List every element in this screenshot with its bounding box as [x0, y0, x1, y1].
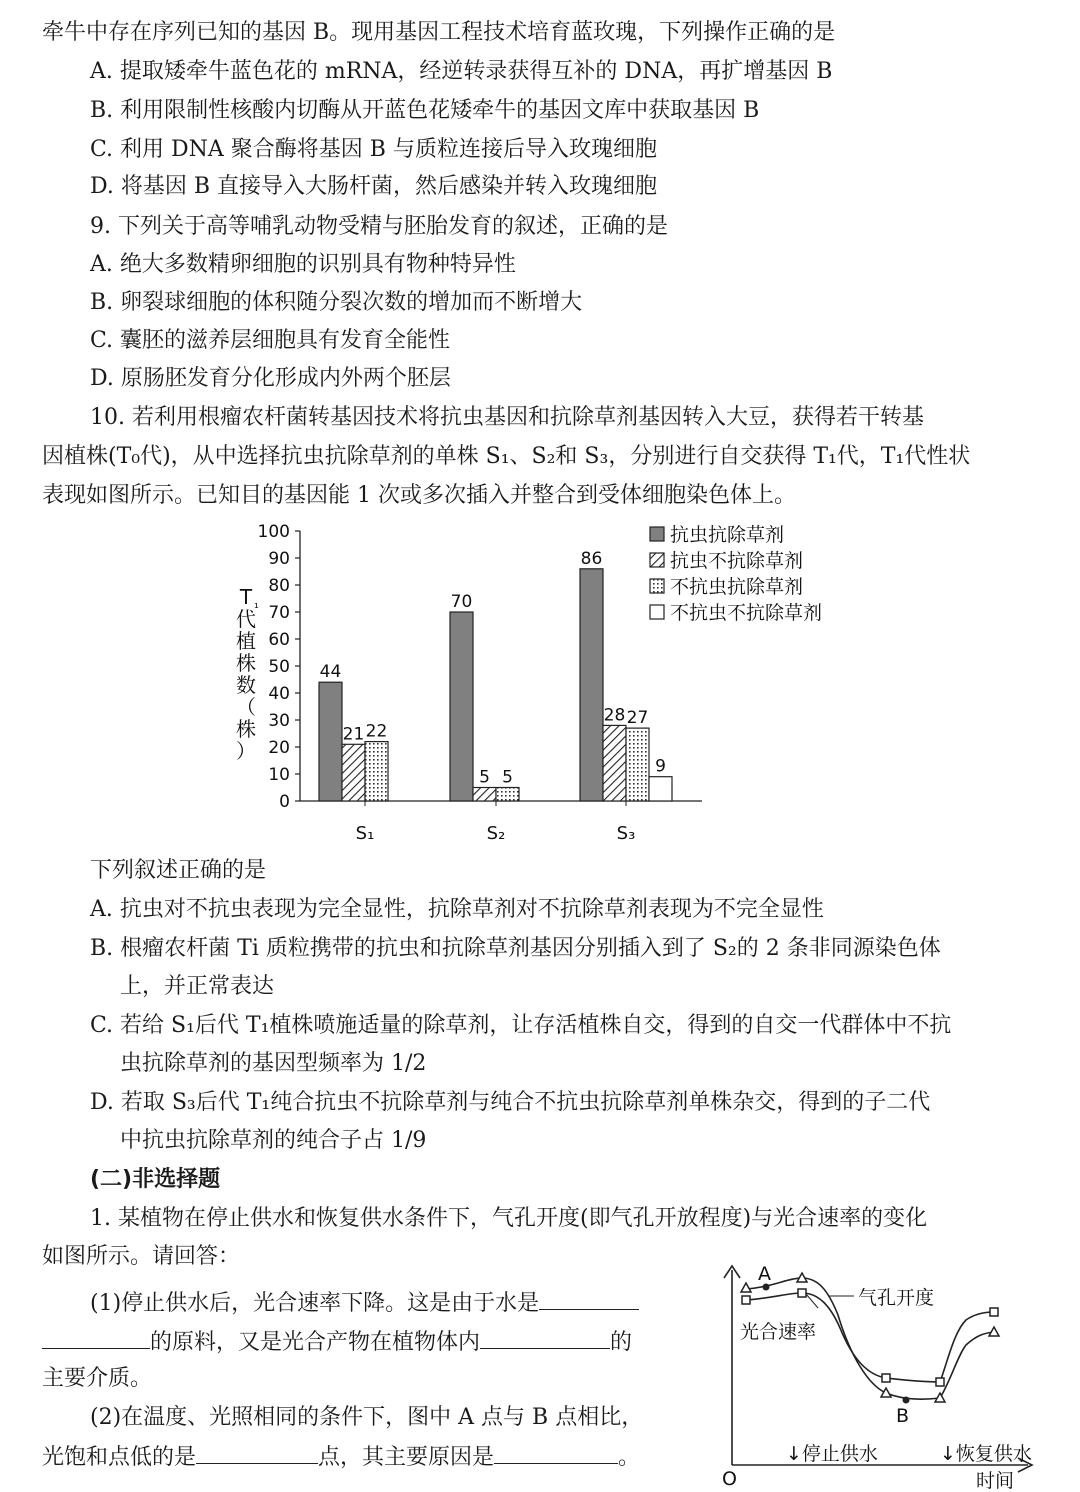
category-label: S₁: [355, 823, 375, 844]
legend-label: 抗虫不抗除草剂: [670, 550, 804, 572]
y-tick-label: 30: [268, 711, 290, 731]
bar: [603, 725, 626, 801]
bar: [342, 744, 365, 801]
q9-stem: 9. 下列关于高等哺乳动物受精与胚胎发育的叙述，正确的是: [90, 214, 668, 239]
triangle-marker: [935, 1393, 945, 1402]
q8-option-d: D. 将基因 B 直接导入大肠杆菌，然后感染并转入玫瑰细胞: [90, 174, 657, 199]
q8-option-b: B. 利用限制性核酸内切酶从开蓝色花矮牵牛的基因文库中获取基因 B: [90, 98, 760, 123]
s2-p2b-end: 。: [618, 1445, 641, 1470]
point-b-marker: [903, 1397, 910, 1404]
y-tick-label: 90: [268, 549, 290, 569]
bar: [365, 742, 388, 801]
y-tick-label: 70: [268, 603, 290, 623]
category-label: S₂: [486, 823, 506, 844]
q10-stem-line-2: 因植株(T₀代)，从中选择抗虫抗除草剂的单株 S₁、S₂和 S₃，分别进行自交获得 T₁代，T₁代性状: [42, 444, 971, 469]
bar-value-label: 5: [502, 767, 513, 788]
square-marker: [936, 1378, 944, 1386]
legend-swatch: [650, 605, 664, 619]
q8-option-c: C. 利用 DNA 聚合酶将基因 B 与质粒连接后导入玫瑰细胞: [90, 137, 657, 162]
square-marker: [798, 1289, 806, 1297]
legend-label: 不抗虫不抗除草剂: [670, 602, 823, 624]
q10-option-b-line-1: B. 根瘤农杆菌 Ti 质粒携带的抗虫和抗除草剂基因分别插入到了 S₂的 2 条非同源染色体: [90, 936, 941, 961]
bar: [580, 569, 603, 801]
s2-p1b-text: 的原料，又是光合产物在植物体内: [150, 1330, 481, 1355]
answer-blank-5[interactable]: [494, 1441, 618, 1464]
s2-p1-line-2: [42, 1326, 632, 1358]
q10-option-b-line-2: 上，并正常表达: [120, 974, 275, 999]
legend-swatch: [650, 579, 664, 593]
square-marker: [990, 1308, 998, 1316]
stomata-photosynthesis-figure: [718, 1260, 1038, 1490]
bar: [319, 682, 342, 801]
s2-q1-line-1: 1. 某植物在停止供水和恢复供水条件下，气孔开度(即气孔开放程度)与光合速率的变化: [90, 1206, 928, 1231]
s2-p1-line-3: 主要介质。: [42, 1366, 153, 1391]
q8-intro: 牵牛中存在序列已知的基因 B。现用基因工程技术培育蓝玫瑰，下列操作正确的是: [42, 20, 836, 45]
q10-option-d-line-2: 中抗虫抗除草剂的纯合子占 1/9: [120, 1128, 427, 1153]
triangle-marker: [741, 1283, 751, 1292]
legend-label: 抗虫抗除草剂: [670, 524, 785, 546]
bar: [450, 612, 473, 801]
y-axis-label-char: 代: [236, 607, 256, 631]
q10-option-a: A. 抗虫对不抗虫表现为完全显性，抗除草剂对不抗除草剂表现为不完全显性: [90, 897, 824, 922]
square-marker: [882, 1374, 890, 1382]
bar: [626, 728, 649, 801]
q10-option-d-line-1: D. 若取 S₃后代 T₁纯合抗虫不抗除草剂与纯合不抗虫抗除草剂单株杂交，得到的子二代: [90, 1090, 931, 1115]
bar-chart: [232, 518, 852, 848]
s2-p1b-end: 的: [610, 1330, 633, 1355]
bar-value-label: 70: [450, 592, 473, 612]
s2-p2b-mid: 点，其主要原因是: [318, 1445, 495, 1470]
legend-swatch: [650, 527, 664, 541]
bar: [473, 788, 496, 802]
bar: [649, 777, 672, 801]
q9-option-d: D. 原肠胚发育分化形成内外两个胚层: [90, 366, 451, 391]
bar-value-label: 5: [479, 767, 490, 788]
q9-option-b: B. 卵裂球细胞的体积随分裂次数的增加而不断增大: [90, 290, 583, 315]
q10-option-c-line-1: C. 若给 S₁后代 T₁植株喷施适量的除草剂，让存活植株自交，得到的自交一代群体中不抗: [90, 1013, 952, 1038]
q10-question: 下列叙述正确的是: [90, 858, 267, 883]
y-tick-label: 100: [257, 522, 290, 542]
y-tick-label: 10: [268, 765, 290, 785]
y-tick-label: 0: [279, 792, 290, 812]
answer-blank-1[interactable]: [539, 1287, 639, 1310]
bar-value-label: 86: [580, 548, 603, 569]
y-axis-label-char: 株: [236, 717, 256, 741]
y-axis-label-char: 株: [236, 651, 256, 675]
bar-value-label: 22: [365, 721, 388, 742]
bar-value-label: 21: [342, 724, 365, 745]
x-axis-label: 时间: [976, 1470, 1015, 1490]
stop-water-label: ↓停止供水: [786, 1443, 878, 1465]
q10-stem-line-3: 表现如图所示。已知目的基因能 1 次或多次插入并整合到受体细胞染色体上。: [42, 483, 796, 508]
y-axis-label-char: ₁: [254, 597, 259, 611]
y-tick-label: 40: [268, 684, 290, 704]
legend-label: 不抗虫抗除草剂: [670, 576, 804, 598]
y-axis-label-char: （: [236, 695, 256, 719]
s2-q1-line-2: 如图所示。请回答：: [42, 1244, 241, 1269]
q10-option-c-line-2: 虫抗除草剂的基因型频率为 1/2: [120, 1051, 427, 1076]
y-axis-label-char: T: [239, 585, 253, 609]
q9-option-a: A. 绝大多数精卵细胞的识别具有物种特异性: [90, 252, 516, 277]
bar: [496, 788, 519, 802]
y-axis-label-char: 植: [236, 629, 256, 653]
y-tick-label: 50: [268, 657, 290, 677]
y-axis-label-char: ）: [236, 739, 256, 763]
y-axis-label-char: 数: [236, 673, 256, 697]
s2-p2-line-1: (2)在温度、光照相同的条件下，图中 A 点与 B 点相比，: [90, 1405, 644, 1430]
point-a-label: A: [758, 1263, 771, 1285]
resume-water-label: ↓恢复供水: [940, 1443, 1032, 1465]
q10-stem-line-1: 10. 若利用根瘤农杆菌转基因技术将抗虫基因和抗除草剂基因转入大豆，获得若干转基: [90, 405, 924, 430]
y-tick-label: 60: [268, 630, 290, 650]
bar-value-label: 27: [626, 708, 649, 729]
bar-value-label: 44: [319, 662, 342, 683]
triangle-marker: [989, 1327, 999, 1336]
s2-p1-line-1: [90, 1287, 639, 1319]
square-marker: [742, 1296, 750, 1304]
category-label: S₃: [616, 823, 636, 844]
bar-value-label: 9: [655, 756, 666, 777]
q8-option-a: A. 提取矮牵牛蓝色花的 mRNA，经逆转录获得互补的 DNA，再扩增基因 B: [90, 59, 833, 84]
bar-value-label: 28: [603, 705, 626, 726]
point-b-label: B: [896, 1405, 910, 1427]
origin-label: O: [722, 1468, 737, 1490]
s2-p2b-text: 光饱和点低的是: [42, 1445, 197, 1470]
triangle-marker: [881, 1388, 891, 1397]
answer-blank-3[interactable]: [480, 1326, 610, 1349]
y-tick-label: 80: [268, 576, 290, 596]
legend-swatch: [650, 553, 664, 567]
answer-blank-4[interactable]: [196, 1441, 318, 1464]
section-header: (二)非选择题: [90, 1167, 221, 1192]
stomata-label: 气孔开度: [858, 1287, 935, 1309]
photosynthesis-label: 光合速率: [740, 1321, 817, 1343]
s2-p2-line-2: [42, 1441, 640, 1473]
answer-blank-2[interactable]: [42, 1326, 150, 1349]
y-tick-label: 20: [268, 738, 290, 758]
q9-option-c: C. 囊胚的滋养层细胞具有发育全能性: [90, 328, 451, 353]
s2-p1a-text: (1)停止供水后，光合速率下降。这是由于水是: [90, 1291, 540, 1316]
